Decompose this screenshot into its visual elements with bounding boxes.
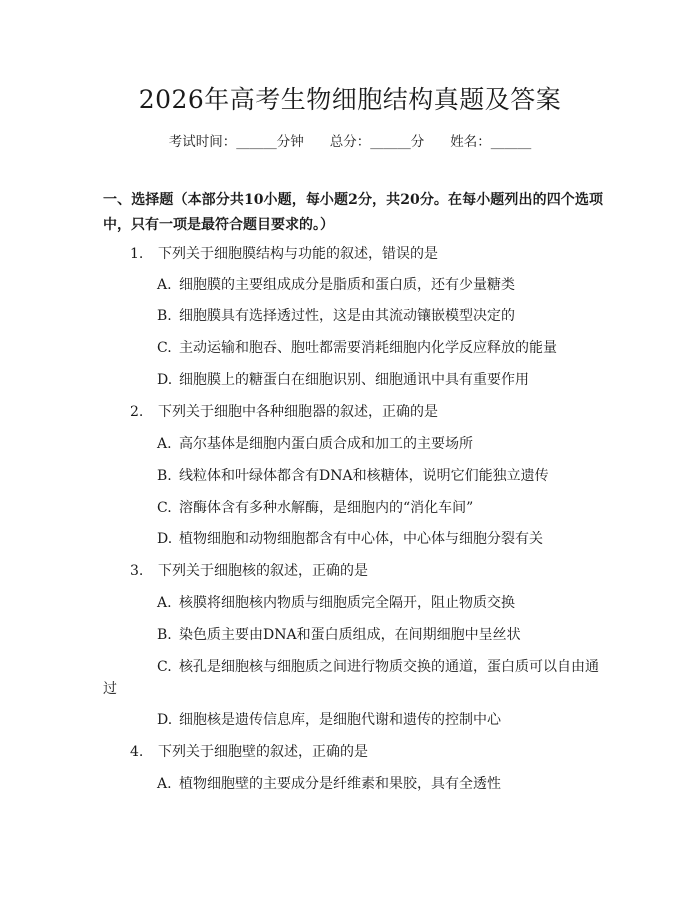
answer-option: [157, 593, 515, 613]
option-text: 细胞膜上的糖蛋白在细胞识别、细胞通讯中具有重要作用: [179, 372, 529, 388]
option-text-continuation: 过: [103, 681, 117, 697]
option-letter: D.: [157, 712, 173, 728]
exam-info-line: [0, 132, 700, 152]
option-letter: B.: [157, 308, 172, 324]
option-letter: C.: [157, 340, 172, 356]
option-letter: A.: [157, 776, 172, 792]
option-text: 核膜将细胞核内物质与细胞质完全隔开，阻止物质交换: [179, 595, 515, 611]
answer-option: [157, 306, 515, 326]
option-text: 细胞膜的主要组成成分是脂质和蛋白质，还有少量糖类: [179, 277, 515, 293]
answer-option: [157, 498, 473, 518]
option-letter: C.: [157, 659, 172, 675]
option-text: 细胞核是遗传信息库，是细胞代谢和遗传的控制中心: [179, 712, 501, 728]
question-stem: [130, 244, 438, 264]
option-text: 植物细胞壁的主要成分是纤维素和果胶，具有全透性: [179, 776, 501, 792]
option-text: 线粒体和叶绿体都含有DNA和核糖体，说明它们能独立遗传: [179, 468, 549, 484]
question-stem: [130, 742, 368, 762]
option-letter: B.: [157, 468, 172, 484]
question-number: 4.: [130, 744, 144, 760]
option-letter: D.: [157, 531, 173, 547]
option-letter: A.: [157, 595, 172, 611]
question-stem: [130, 402, 438, 422]
exam-time-field: 考试时间：______分钟: [168, 134, 304, 150]
option-text: 细胞膜具有选择透过性，这是由其流动镶嵌模型决定的: [179, 308, 515, 324]
option-text: 主动运输和胞吞、胞吐都需要消耗细胞内化学反应释放的能量: [179, 340, 557, 356]
option-letter: D.: [157, 372, 173, 388]
answer-option: [157, 370, 529, 390]
answer-option: [157, 774, 501, 794]
student-name-field: 姓名：______: [450, 134, 532, 150]
option-letter: A.: [157, 277, 172, 293]
question-text: 下列关于细胞膜结构与功能的叙述，错误的是: [158, 246, 438, 262]
question-number: 1.: [130, 246, 144, 262]
document-title: 2026年高考生物细胞结构真题及答案: [138, 85, 562, 114]
answer-option: [157, 275, 515, 295]
option-text: 高尔基体是细胞内蛋白质合成和加工的主要场所: [179, 436, 473, 452]
option-letter: B.: [157, 627, 172, 643]
question-text: 下列关于细胞壁的叙述，正确的是: [158, 744, 368, 760]
option-text: 染色质主要由DNA和蛋白质组成，在间期细胞中呈丝状: [179, 627, 521, 643]
question-text: 下列关于细胞中各种细胞器的叙述，正确的是: [158, 404, 438, 420]
answer-option: [157, 529, 543, 549]
answer-option: [157, 657, 599, 677]
answer-option: [157, 338, 557, 358]
answer-option: [157, 466, 549, 486]
section-heading: 一、选择题（本部分共10小题，每小题2分，共20分。在每小题列出的四个选项中，只有一项是最符合题目要求的。）: [103, 192, 603, 233]
question-number: 3.: [130, 563, 144, 579]
total-score-field: 总分：______分: [329, 134, 425, 150]
option-text: 核孔是细胞核与细胞质之间进行物质交换的通道，蛋白质可以自由通: [179, 659, 599, 675]
option-text: 溶酶体含有多种水解酶，是细胞内的“消化车间”: [179, 500, 474, 516]
option-text: 植物细胞和动物细胞都含有中心体，中心体与细胞分裂有关: [179, 531, 543, 547]
answer-option: [157, 710, 501, 730]
question-stem: [130, 561, 368, 581]
question-text: 下列关于细胞核的叙述，正确的是: [158, 563, 368, 579]
answer-option: [157, 625, 521, 645]
option-letter: A.: [157, 436, 172, 452]
answer-option: [157, 434, 473, 454]
option-letter: C.: [157, 500, 172, 516]
question-number: 2.: [130, 404, 144, 420]
